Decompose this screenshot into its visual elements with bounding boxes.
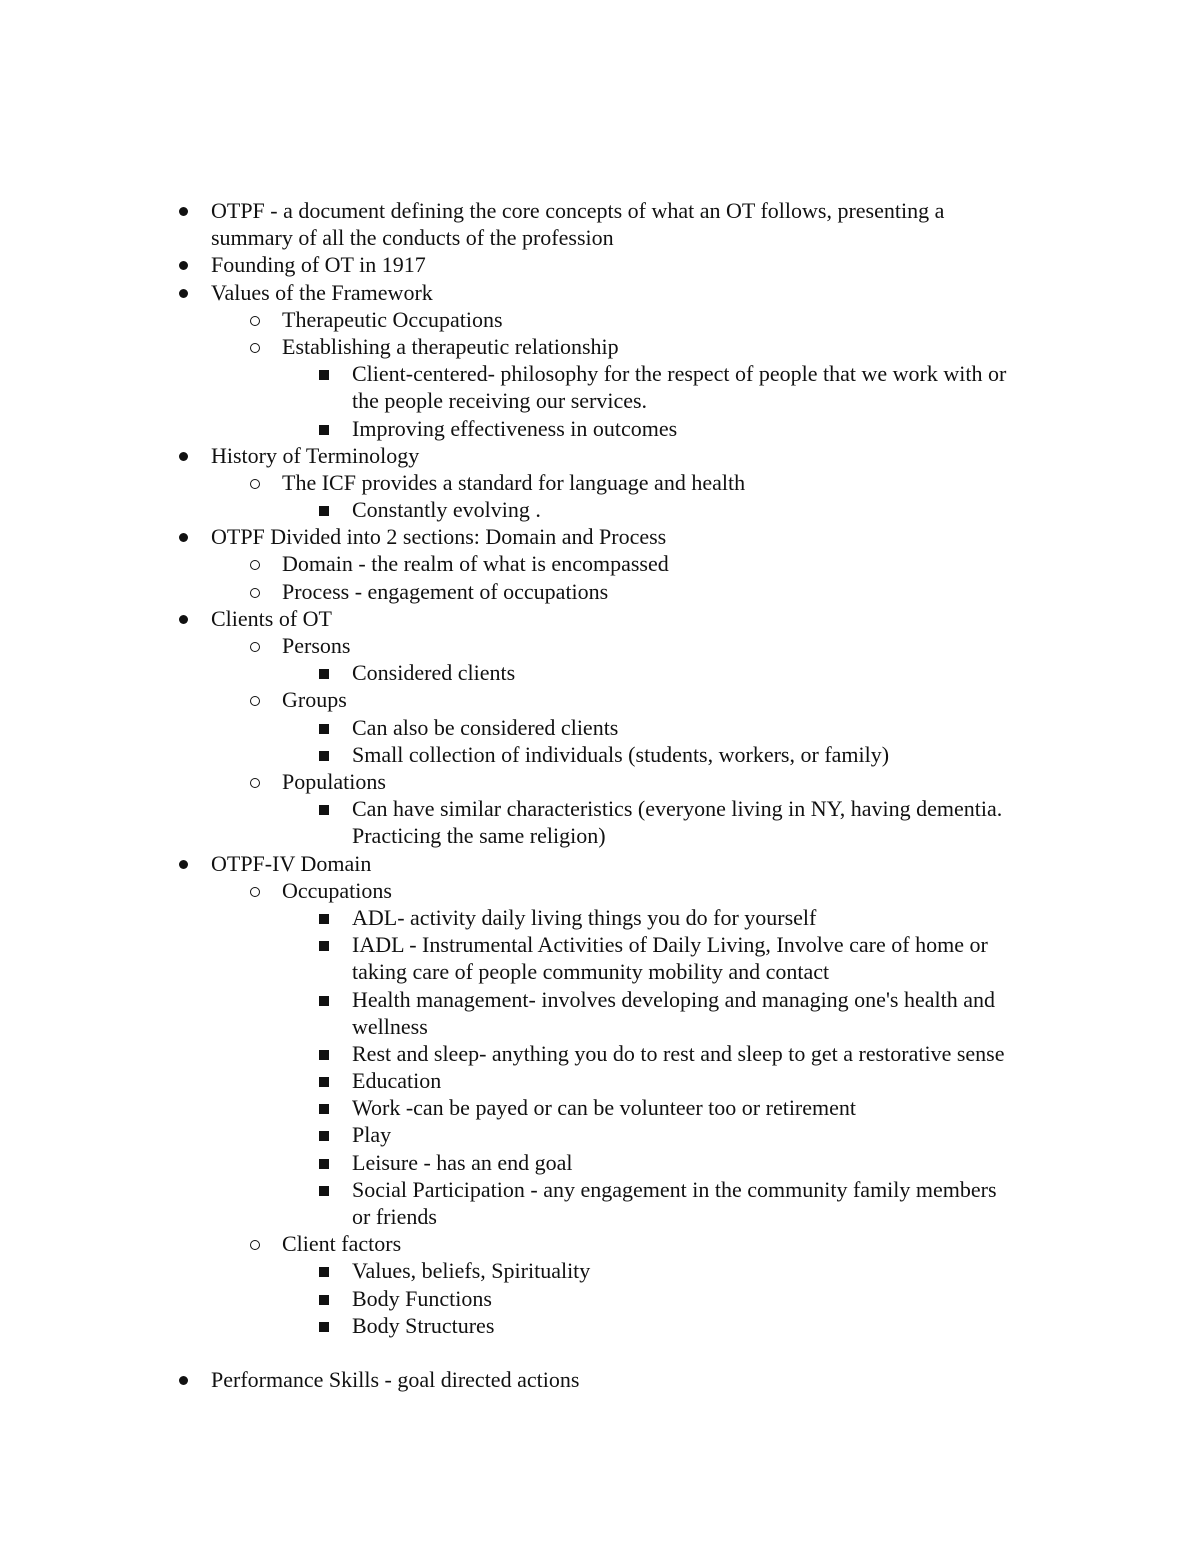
filled-dot-bullet-icon (177, 197, 193, 224)
list-item-line: summary of all the conducts of the profession (211, 225, 614, 251)
list-item-line: Values of the Framework (211, 279, 433, 305)
list-item-line: Considered clients (352, 660, 516, 686)
list-item-text (352, 904, 816, 931)
list-item (0, 197, 1200, 251)
list-item-line: Social Participation - any engagement in the community family members (352, 1176, 997, 1202)
list-item (0, 1067, 1200, 1094)
list-item (0, 360, 1200, 414)
list-item-line: Persons (282, 633, 351, 659)
list-item (0, 1257, 1200, 1284)
filled-dot-bullet-icon (177, 442, 193, 469)
list-item-line: Client factors (282, 1231, 402, 1257)
list-item (0, 795, 1200, 849)
list-item (0, 550, 1200, 577)
list-item-text (352, 795, 1002, 849)
filled-square-bullet-icon (318, 1149, 334, 1176)
list-item-line: Client-centered- philosophy for the respect of people that we work with or (352, 361, 1007, 387)
filled-square-bullet-icon (318, 1285, 334, 1312)
list-item-line: ADL- activity daily living things you do for yourself (352, 904, 817, 930)
hollow-circle-bullet-icon (249, 632, 265, 659)
hollow-circle-bullet-icon (249, 686, 265, 713)
filled-square-bullet-icon (318, 1094, 334, 1121)
list-item (0, 333, 1200, 360)
list-item-text (282, 333, 619, 360)
list-item-line: Domain - the realm of what is encompassed (282, 551, 669, 577)
list-item-line: wellness (352, 1013, 428, 1039)
list-item-line: Body Functions (352, 1285, 492, 1311)
list-item-text (352, 496, 541, 523)
list-item-line: Can have similar characteristics (everyone living in NY, having dementia. (352, 796, 1003, 822)
filled-square-bullet-icon (318, 986, 334, 1013)
list-item (0, 605, 1200, 632)
filled-square-bullet-icon (318, 1176, 334, 1203)
list-item-line: Clients of OT (211, 605, 332, 631)
list-item-line: Performance Skills - goal directed actions (211, 1367, 580, 1393)
list-item (0, 768, 1200, 795)
list-item-text (282, 686, 347, 713)
list-item-text (282, 550, 669, 577)
list-item-text (282, 877, 392, 904)
list-item (0, 1230, 1200, 1257)
hollow-circle-bullet-icon (249, 768, 265, 795)
list-item-line: taking care of people community mobility and contact (352, 959, 830, 985)
hollow-circle-bullet-icon (249, 1230, 265, 1257)
filled-square-bullet-icon (318, 1257, 334, 1284)
list-item-line: or friends (352, 1204, 437, 1230)
list-item (0, 741, 1200, 768)
list-item-text (352, 1067, 441, 1094)
list-item-line: the people receiving our services. (352, 388, 648, 414)
list-item-line: Education (352, 1068, 442, 1094)
list-item (0, 279, 1200, 306)
list-item-text (211, 523, 666, 550)
list-item-line: History of Terminology (211, 442, 420, 468)
list-item-text (352, 1176, 997, 1230)
filled-square-bullet-icon (318, 415, 334, 442)
filled-square-bullet-icon (318, 1067, 334, 1094)
list-item (0, 1040, 1200, 1067)
list-item (0, 415, 1200, 442)
list-item-line: Populations (282, 768, 386, 794)
list-item-line: Health management- involves developing and managing one's health and (352, 986, 995, 1012)
hollow-circle-bullet-icon (249, 877, 265, 904)
list-item-text (211, 251, 426, 278)
list-item-text (352, 986, 995, 1040)
list-item-text (352, 659, 515, 686)
list-item-line: Occupations (282, 877, 392, 903)
list-item-line: Play (352, 1122, 392, 1148)
list-item (0, 1312, 1200, 1339)
filled-dot-bullet-icon (177, 279, 193, 306)
filled-dot-bullet-icon (177, 605, 193, 632)
list-item-line: Body Structures (352, 1312, 495, 1338)
list-item (0, 578, 1200, 605)
filled-dot-bullet-icon (177, 251, 193, 278)
list-item (0, 850, 1200, 877)
list-item (0, 659, 1200, 686)
list-item-line: Process - engagement of occupations (282, 578, 609, 604)
list-item-line: Small collection of individuals (students, workers, or family) (352, 741, 890, 767)
list-item-text (282, 469, 745, 496)
filled-square-bullet-icon (318, 1121, 334, 1148)
list-item-line: Founding of OT in 1917 (211, 252, 426, 278)
hollow-circle-bullet-icon (249, 306, 265, 333)
list-item-line: Improving effectiveness in outcomes (352, 415, 678, 441)
list-item (0, 1121, 1200, 1148)
list-item (0, 714, 1200, 741)
list-item-text (352, 714, 618, 741)
list-item-text (352, 931, 988, 985)
hollow-circle-bullet-icon (249, 578, 265, 605)
list-item-text (211, 279, 433, 306)
list-item-line: Leisure - has an end goal (352, 1149, 573, 1175)
bulleted-notes (0, 197, 1200, 1393)
list-item-text (211, 605, 332, 632)
list-item-text (352, 1121, 391, 1148)
list-item-text (211, 1366, 579, 1393)
list-item (0, 496, 1200, 523)
list-item-text (352, 1257, 590, 1284)
list-item-line: Practicing the same religion) (352, 823, 606, 849)
list-item (0, 986, 1200, 1040)
list-item (0, 877, 1200, 904)
list-item-text (282, 578, 608, 605)
list-item (0, 469, 1200, 496)
filled-square-bullet-icon (318, 931, 334, 958)
list-item (0, 1285, 1200, 1312)
filled-square-bullet-icon (318, 741, 334, 768)
list-item (0, 1094, 1200, 1121)
filled-square-bullet-icon (318, 714, 334, 741)
list-item-line: Rest and sleep- anything you do to rest and sleep to get a restorative sense (352, 1040, 1005, 1066)
list-item-text (282, 1230, 401, 1257)
filled-square-bullet-icon (318, 1312, 334, 1339)
filled-dot-bullet-icon (177, 850, 193, 877)
list-item-line: Groups (282, 687, 347, 713)
filled-square-bullet-icon (318, 659, 334, 686)
list-item-text (211, 850, 371, 877)
filled-square-bullet-icon (318, 360, 334, 387)
list-item (0, 632, 1200, 659)
list-item (0, 1176, 1200, 1230)
list-item-text (282, 632, 350, 659)
list-item-line: Therapeutic Occupations (282, 306, 503, 332)
list-item-text (352, 360, 1006, 414)
list-item (0, 306, 1200, 333)
list-item (0, 686, 1200, 713)
list-item-text (282, 306, 503, 333)
list-item-line: Values, beliefs, Spirituality (352, 1258, 591, 1284)
list-item-text (282, 768, 386, 795)
filled-dot-bullet-icon (177, 1366, 193, 1393)
list-item (0, 1149, 1200, 1176)
list-item-text (352, 1094, 856, 1121)
list-item-text (352, 1285, 492, 1312)
list-item-text (211, 442, 419, 469)
hollow-circle-bullet-icon (249, 333, 265, 360)
list-item-text (352, 1040, 1005, 1067)
list-item-line: OTPF Divided into 2 sections: Domain and Process (211, 524, 667, 550)
list-item (0, 251, 1200, 278)
filled-dot-bullet-icon (177, 523, 193, 550)
list-item-text (352, 1149, 573, 1176)
list-item-line: Can also be considered clients (352, 714, 619, 740)
list-item (0, 523, 1200, 550)
hollow-circle-bullet-icon (249, 469, 265, 496)
list-item-line: OTPF - a document defining the core concepts of what an OT follows, presenting a (211, 198, 945, 223)
filled-square-bullet-icon (318, 496, 334, 523)
filled-square-bullet-icon (318, 795, 334, 822)
list-item-text (211, 197, 944, 251)
list-item (0, 904, 1200, 931)
list-item-line: The ICF provides a standard for language and health (282, 469, 746, 495)
list-item-line: Establishing a therapeutic relationship (282, 333, 619, 359)
list-item-line: IADL - Instrumental Activities of Daily Living, Involve care of home or (352, 932, 988, 958)
list-item-line: OTPF-IV Domain (211, 850, 372, 876)
filled-square-bullet-icon (318, 904, 334, 931)
list-item-text (352, 741, 889, 768)
list-item-text (352, 1312, 494, 1339)
list-item (0, 1366, 1200, 1393)
list-item (0, 931, 1200, 985)
list-item-text (352, 415, 677, 442)
filled-square-bullet-icon (318, 1040, 334, 1067)
hollow-circle-bullet-icon (249, 550, 265, 577)
list-item-line: Work -can be payed or can be volunteer too or retirement (352, 1095, 857, 1121)
blank-line (0, 1339, 1200, 1366)
list-item-line: Constantly evolving . (352, 497, 541, 523)
list-item (0, 442, 1200, 469)
